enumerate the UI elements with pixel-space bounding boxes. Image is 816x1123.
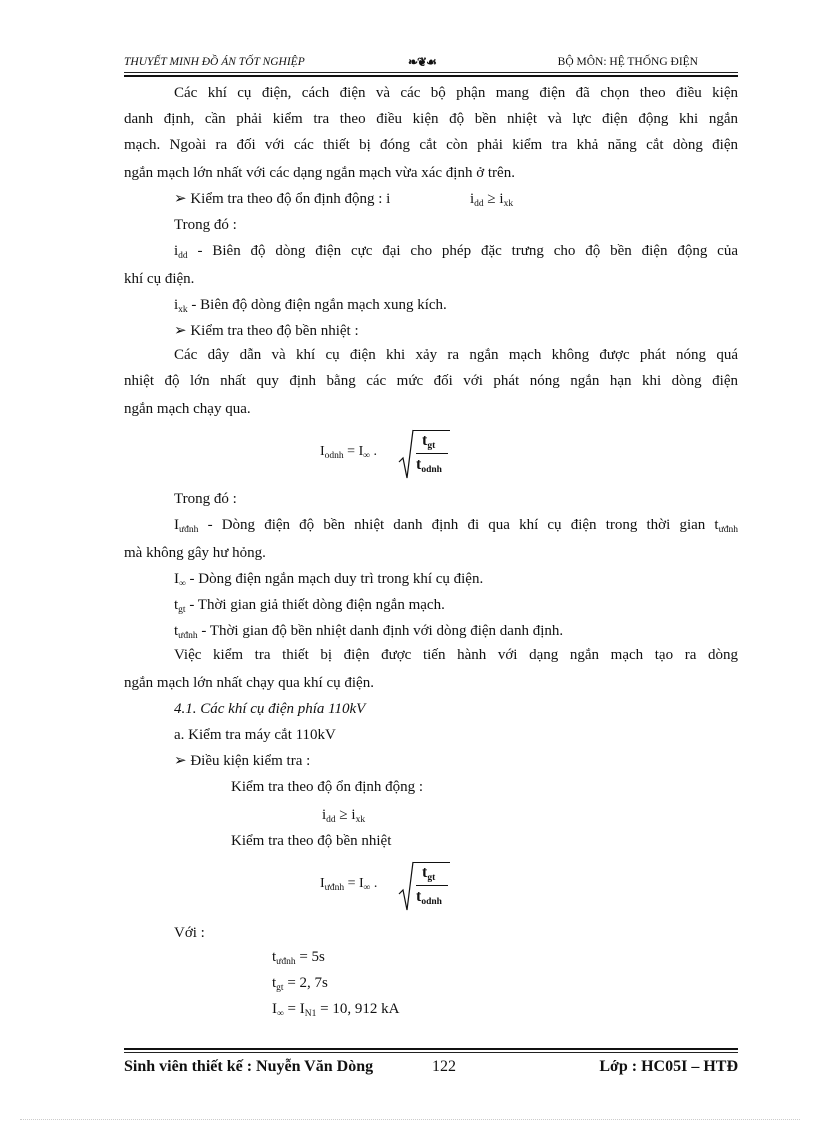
check-conditions-line: ➢ Điều kiện kiểm tra : xyxy=(174,753,311,769)
thermal-formula-1: $I_{odnh} = I_\infty$ . $t_{gt}$ $t_{odnh}$ xyxy=(320,428,460,478)
para1-line4: ngắn mạch lớn nhất với các dạng ngắn mạch vừa xác định ở trên. xyxy=(124,165,515,181)
arrow-bullet-icon: ➢ xyxy=(174,191,187,207)
value-tgt: $t_{gt} = 2$, 7s xyxy=(272,975,328,993)
para3-line2: ngắn mạch lớn nhất chạy qua khí cụ điện. xyxy=(124,675,374,691)
header-left-title: THUYẾT MINH ĐỒ ÁN TỐT NGHIỆP xyxy=(124,56,305,68)
arrow-bullet-icon: ➢ xyxy=(174,753,187,769)
trong-do-label-1: Trong đó : xyxy=(174,217,237,233)
subsection-a-heading: a. Kiểm tra máy cắt 110kV xyxy=(174,727,336,743)
page-footer xyxy=(124,1058,738,1078)
iudnh-definition-line1: $I_{ưđnh}$ - Dòng điện độ bền nhiệt danh định đi qua khí cụ điện trong thời gian $t_{ưđnh}$ xyxy=(174,517,738,535)
header-rule-thin xyxy=(124,72,738,73)
para3-line1: Việc kiểm tra thiết bị điện được tiến hành với dạng ngắn mạch tạo ra dòng xyxy=(174,647,738,663)
dynamic-check-label-2: Kiểm tra theo độ ổn định động : xyxy=(231,779,424,795)
footer-author: Sinh viên thiết kế : Nuyễn Văn Dòng xyxy=(124,1058,374,1075)
header-rule-thick xyxy=(124,75,738,77)
thermal-formula-2: $I_{ưđnh} = I_\infty$ . $t_{gt}$ $t_{odnh}$ xyxy=(320,860,460,910)
fraction-bar xyxy=(416,885,448,886)
page-number: 122 xyxy=(432,1058,456,1075)
fraction-numerator: $t_{gt}$ xyxy=(422,864,436,883)
para1-line2: danh định, cần phải kiểm tra theo điều kiện độ bền nhiệt và lực điện động khi ngắn xyxy=(124,111,738,127)
arrow-bullet-icon: ➢ xyxy=(174,323,187,339)
idd-definition-line1: $i_{dd}$ - Biên độ dòng điện cực đại cho phép đặc trưng cho độ bền điện động của xyxy=(174,243,738,261)
fraction-denominator: $t_{odnh}$ xyxy=(416,456,442,475)
idd-definition-line2: khí cụ điện. xyxy=(124,271,195,287)
voi-label: Với : xyxy=(174,925,205,941)
footer-rule-thin xyxy=(124,1052,738,1053)
para1-line1: Các khí cụ điện, cách điện và các bộ phận mang điện đã chọn theo điều kiện xyxy=(174,85,738,101)
iudnh-definition-line2: mà không gây hư hỏng. xyxy=(124,545,266,561)
check-dynamic-text: Kiểm tra theo độ ổn định động : i xyxy=(190,191,391,207)
page-header xyxy=(124,56,738,72)
section-heading-4-1: 4.1. Các khí cụ điện phía 110kV xyxy=(174,701,366,717)
fraction-bar xyxy=(416,453,448,454)
thermal-check-label-2: Kiểm tra theo độ bền nhiệt xyxy=(231,833,392,849)
trong-do-label-2: Trong đó : xyxy=(174,491,237,507)
radical-overline xyxy=(413,862,450,863)
radical-sign-icon xyxy=(398,428,414,480)
tgt-definition: $t_{gt}$ - Thời gian giả thiết dòng điện ngắn mạch. xyxy=(174,597,445,615)
tudnh-definition: $t_{ưđnh}$ - Thời gian độ bền nhiệt danh định với dòng điện danh định. xyxy=(174,623,564,641)
check-dynamic-formula: $i_{dd} \ge i_{xk}$ xyxy=(470,191,514,209)
radical-sign-icon xyxy=(398,860,414,912)
iinf-definition: $I_\infty$ - Dòng điện ngắn mạch duy trì trong khí cụ điện. xyxy=(174,571,484,589)
ixk-definition: $i_{xk}$ - Biên độ dòng điện ngắn mạch xung kích. xyxy=(174,297,447,315)
footer-rule-thick xyxy=(124,1048,738,1050)
header-right-title: BỘ MÔN: HỆ THỐNG ĐIỆN xyxy=(557,56,698,68)
check-dynamic-line xyxy=(174,190,390,208)
header-ornament: ❧❦☙ xyxy=(408,55,436,69)
value-iinf: $I_\infty = I_{N1} = 10$, 912 kA xyxy=(272,1001,400,1019)
radical-overline xyxy=(413,430,450,431)
para1-line3: mạch. Ngoài ra đối với các thiết bị đóng cắt còn phải kiểm tra khả năng cắt dòng điện xyxy=(124,137,738,153)
para2-line2: nhiệt độ lớn nhất quy định bằng các mức đối với phát nóng ngắn hạn khi dòng điện xyxy=(124,373,738,389)
page-bottom-divider xyxy=(20,1119,800,1120)
para2-line3: ngắn mạch chạy qua. xyxy=(124,401,251,417)
fraction-numerator: $t_{gt}$ xyxy=(422,432,436,451)
check-thermal-line: ➢ Kiểm tra theo độ bền nhiệt : xyxy=(174,323,359,339)
para2-line1: Các dây dẫn và khí cụ điện khi xảy ra ngắn mạch không được phát nóng quá xyxy=(174,347,738,363)
value-tudnh: $t_{ưđnh} = 5s$ xyxy=(272,949,325,967)
dynamic-check-formula-2: $i_{dd} \ge i_{xk}$ xyxy=(322,807,366,825)
fraction-denominator: $t_{odnh}$ xyxy=(416,888,442,907)
footer-class: Lớp : HC05I – HTĐ xyxy=(599,1058,738,1075)
